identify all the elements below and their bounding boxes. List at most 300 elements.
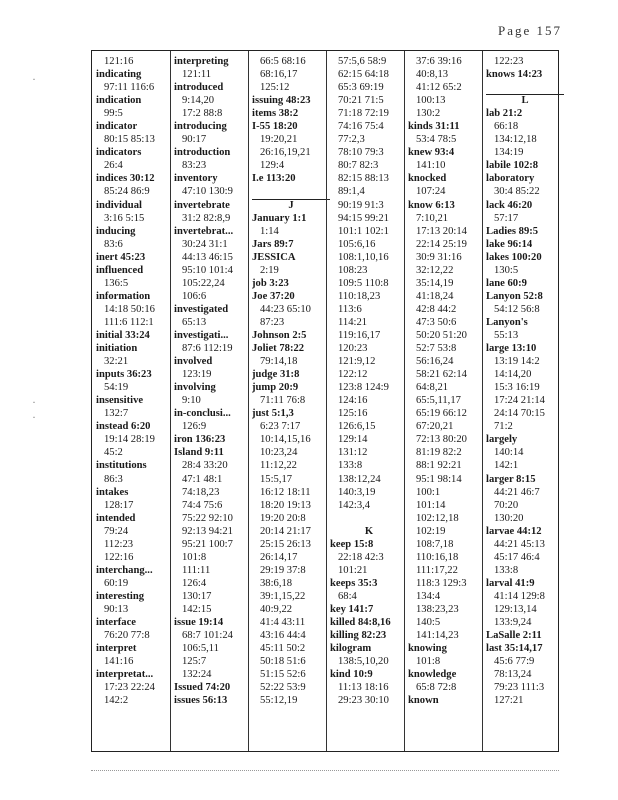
index-term: lack 46:20	[486, 199, 533, 211]
index-reference: 26:14,17	[260, 551, 298, 563]
index-reference: 44:21 45:13	[494, 538, 545, 550]
index-reference: 106:6	[182, 290, 207, 302]
index-reference: 65:19 66:12	[416, 408, 467, 420]
index-term: intended	[96, 512, 136, 524]
margin-mark: ·	[32, 72, 36, 86]
index-reference: 41:14 129:8	[494, 590, 545, 602]
index-reference: 55:13	[494, 329, 519, 341]
index-reference: 95:1 98:14	[416, 473, 462, 485]
index-reference: 108:7,18	[416, 538, 454, 550]
index-term: information	[96, 290, 151, 302]
index-reference: 66:18	[494, 121, 519, 133]
index-reference: 55:12,19	[260, 695, 298, 707]
index-reference: 112:23	[104, 538, 134, 550]
index-column-3	[252, 55, 330, 747]
column-divider	[482, 51, 483, 751]
index-reference: 65:8 72:8	[416, 682, 457, 694]
index-reference: 79:14,18	[260, 356, 298, 368]
index-reference: 43:16 44:4	[260, 630, 306, 642]
index-reference: 123:8 124:9	[338, 382, 389, 394]
index-reference: 14:14,20	[494, 369, 532, 381]
index-reference: 47:10 130:9	[182, 186, 233, 198]
index-reference: 101:14	[416, 499, 446, 511]
index-term: items 38:2	[252, 108, 299, 120]
index-reference: 97:11 116:6	[104, 82, 155, 94]
index-reference: 101:21	[338, 564, 368, 576]
index-term: indices 30:12	[96, 173, 155, 185]
index-reference: 92:13 94:21	[182, 525, 233, 537]
index-reference: 110:18,23	[338, 290, 381, 302]
index-reference: 142:2	[104, 695, 129, 707]
index-column-6	[486, 55, 564, 747]
index-column-2	[174, 55, 252, 747]
index-reference: 126:6,15	[338, 421, 376, 433]
index-reference: 140:14	[494, 447, 524, 459]
index-term: Jars 89:7	[252, 238, 294, 250]
index-reference: 53:4 78:5	[416, 134, 457, 146]
index-term: interesting	[96, 590, 145, 602]
index-reference: 70:20	[494, 499, 519, 511]
index-reference: 78:10 79:3	[338, 147, 384, 159]
index-term: keeps 35:3	[330, 577, 378, 589]
index-reference: 122:12	[338, 369, 368, 381]
index-reference: 86:3	[104, 473, 123, 485]
index-term: larvae 44:12	[486, 525, 542, 537]
index-reference: 11:13 18:16	[338, 682, 389, 694]
index-reference: 90:13	[104, 603, 129, 615]
index-reference: 95:10 101:4	[182, 264, 233, 276]
index-term: issues 56:13	[174, 695, 228, 707]
index-reference: 107:24	[416, 186, 446, 198]
index-reference: 19:14 28:19	[104, 434, 155, 446]
index-term: lane 60:9	[486, 277, 527, 289]
index-term: indicator	[96, 121, 138, 133]
index-term: interpretat...	[96, 669, 154, 681]
index-reference: 85:24 86:9	[104, 186, 150, 198]
index-term: Lanyon 52:8	[486, 290, 543, 302]
index-reference: 125:16	[338, 408, 368, 420]
index-reference: 31:2 82:8,9	[182, 212, 231, 224]
index-reference: 124:16	[338, 395, 368, 407]
index-reference: 41:18,24	[416, 290, 454, 302]
index-reference: 50:20 51:20	[416, 329, 467, 341]
index-reference: 65:3 69:19	[338, 82, 384, 94]
index-reference: 68:7 101:24	[182, 630, 233, 642]
index-term: issue 19:14	[174, 617, 224, 629]
index-reference: 41:4 43:11	[260, 617, 306, 629]
index-reference: 45:6 77:9	[494, 656, 535, 668]
index-reference: 56:16,24	[416, 356, 454, 368]
index-reference: 44:13 46:15	[182, 251, 233, 263]
index-reference: 9:10	[182, 395, 201, 407]
index-reference: 62:15 64:18	[338, 69, 389, 81]
index-reference: 2:19	[260, 264, 279, 276]
index-term: killed 84:8,16	[330, 617, 391, 629]
index-term: interchang...	[96, 564, 153, 576]
index-reference: 142:15	[182, 603, 212, 615]
index-reference: 26:16,19,21	[260, 147, 311, 159]
index-reference: 20:14 21:17	[260, 525, 311, 537]
index-reference: 26:4	[104, 160, 123, 172]
index-term: Joe 37:20	[252, 290, 295, 302]
index-term: introduced	[174, 82, 224, 94]
index-reference: 32:12,22	[416, 264, 454, 276]
index-reference: 42:8 44:2	[416, 303, 457, 315]
index-reference: 82:15 88:13	[338, 173, 389, 185]
index-reference: 81:19 82:2	[416, 447, 462, 459]
index-reference: 119:16,17	[338, 329, 381, 341]
index-reference: 108:1,10,16	[338, 251, 389, 263]
index-reference: 111:17,22	[416, 564, 458, 576]
index-reference: 66:5 68:16	[260, 56, 306, 67]
index-term: Island 9:11	[174, 447, 224, 459]
index-reference: 32:21	[104, 356, 129, 368]
index-reference: 9:14,20	[182, 95, 215, 107]
index-reference: 125:7	[182, 656, 207, 668]
index-term: job 3:23	[252, 277, 289, 289]
index-reference: 126:9	[182, 421, 207, 433]
index-term: in-conclusi...	[174, 408, 231, 420]
index-reference: 19:20 20:8	[260, 512, 306, 524]
index-term: jump 20:9	[252, 382, 299, 394]
index-reference: 58:21 62:14	[416, 369, 467, 381]
index-term: insensitive	[96, 395, 144, 407]
index-reference: 130:5	[494, 264, 519, 276]
index-reference: 120:23	[338, 343, 368, 355]
column-divider	[248, 51, 249, 751]
index-term: knowing	[408, 643, 447, 655]
section-rule	[252, 185, 330, 199]
index-reference: 136:5	[104, 277, 129, 289]
index-reference: 75:22 92:10	[182, 512, 233, 524]
index-reference: 129:14	[338, 434, 368, 446]
index-reference: 87:23	[260, 316, 285, 328]
index-term: Johnson 2:5	[252, 329, 307, 341]
index-term: knocked	[408, 173, 447, 185]
index-reference: 100:13	[416, 95, 446, 107]
index-reference: 128:17	[104, 499, 134, 511]
section-rule	[486, 81, 564, 95]
index-reference: 138:5,10,20	[338, 656, 389, 668]
index-reference: 130:2	[416, 108, 441, 120]
index-term: judge 31:8	[252, 369, 300, 381]
index-reference: 129:13,14	[494, 603, 537, 615]
index-reference: 106:5,11	[182, 643, 219, 655]
index-reference: 37:6 39:16	[416, 56, 462, 67]
index-reference: 3:16 5:15	[104, 212, 145, 224]
index-reference: 122:16	[104, 551, 134, 563]
index-reference: 68:4	[338, 590, 357, 602]
index-reference: 101:8	[416, 656, 441, 668]
index-reference: 18:20 19:13	[260, 499, 311, 511]
index-term: large 13:10	[486, 343, 537, 355]
index-reference: 141:10	[416, 160, 446, 172]
index-reference: 72:13 80:20	[416, 434, 467, 446]
index-reference: 50:18 51:6	[260, 656, 306, 668]
index-reference: 19:20,21	[260, 134, 298, 146]
index-reference: 13:19 14:2	[494, 356, 540, 368]
index-reference: 15:3 16:19	[494, 382, 540, 394]
index-reference: 17:23 22:24	[104, 682, 155, 694]
index-reference: 142:1	[494, 460, 519, 472]
index-term: indication	[96, 95, 142, 107]
index-reference: 87:6 112:19	[182, 343, 233, 355]
index-reference: 77:2,3	[338, 134, 365, 146]
page-number: Page 157	[497, 23, 562, 38]
index-column-4	[330, 55, 408, 747]
index-term: inducing	[96, 225, 136, 237]
index-term: indicators	[96, 147, 142, 159]
index-term: knew 93:4	[408, 147, 455, 159]
index-term: January 1:1	[252, 212, 307, 224]
index-term: know 6:13	[408, 199, 455, 211]
index-reference: 10:23,24	[260, 447, 298, 459]
index-reference: 6:23 7:17	[260, 421, 301, 433]
index-reference: 89:1,4	[338, 186, 365, 198]
index-reference: 109:5 110:8	[338, 277, 389, 289]
index-reference: 45:2	[104, 447, 123, 459]
index-reference: 123:19	[182, 369, 212, 381]
index-term: lab 21:2	[486, 108, 523, 120]
index-reference: 65:5,11,17	[416, 395, 461, 407]
index-reference: 74:16 75:4	[338, 121, 384, 133]
index-term: kinds 31:11	[408, 121, 460, 133]
index-reference: 121:11	[182, 69, 212, 81]
index-reference: 134:12,18	[494, 134, 537, 146]
index-reference: 44:21 46:7	[494, 486, 540, 498]
index-reference: 24:14 70:15	[494, 408, 545, 420]
margin-mark: ·	[32, 395, 36, 409]
index-term: initiation	[96, 343, 138, 355]
index-term: indicating	[96, 69, 142, 81]
index-reference: 99:5	[104, 108, 123, 120]
index-reference: 41:12 65:2	[416, 82, 462, 94]
index-reference: 54:19	[104, 382, 129, 394]
index-reference: 57:17	[494, 212, 519, 224]
index-reference: 16:12 18:11	[260, 486, 311, 498]
index-reference: 140:5	[416, 617, 441, 629]
index-term: institutions	[96, 460, 147, 472]
index-reference: 29:19 37:8	[260, 564, 306, 576]
index-term: kind 10:9	[330, 669, 373, 681]
index-reference: 44:23 65:10	[260, 303, 311, 315]
index-term: issuing 48:23	[252, 95, 311, 107]
index-reference: 105:6,16	[338, 238, 376, 250]
index-reference: 70:21 71:5	[338, 95, 384, 107]
index-reference: 39:1,15,22	[260, 590, 306, 602]
index-reference: 80:15 85:13	[104, 134, 155, 146]
index-reference: 79:24	[104, 525, 129, 537]
index-reference: 40:8,13	[416, 69, 449, 81]
index-reference: 80:7 82:3	[338, 160, 379, 172]
index-reference: 111:11	[182, 564, 211, 576]
index-term: key 141:7	[330, 603, 374, 615]
column-divider	[404, 51, 405, 751]
index-reference: 110:16,18	[416, 551, 459, 563]
index-term: individual	[96, 199, 142, 211]
index-reference: 67:20,21	[416, 421, 454, 433]
index-reference: 17:2 88:8	[182, 108, 223, 120]
index-reference: 138:12,24	[338, 473, 381, 485]
index-reference: 7:10,21	[416, 212, 449, 224]
letter-heading: J	[288, 199, 294, 211]
index-reference: 111:6 112:1	[104, 316, 154, 328]
index-reference: 29:23 30:10	[338, 695, 389, 707]
index-reference: 52:22 53:9	[260, 682, 306, 694]
index-reference: 28:4 33:20	[182, 460, 228, 472]
index-term: larger 8:15	[486, 473, 536, 485]
index-reference: 78:13,24	[494, 669, 532, 681]
index-term: interpret	[96, 643, 137, 655]
index-term: JESSICA	[252, 251, 296, 263]
index-term: largely	[486, 434, 518, 446]
index-term: intakes	[96, 486, 129, 498]
index-reference: 126:4	[182, 577, 207, 589]
index-page-frame	[91, 50, 559, 752]
index-reference: 101:8	[182, 551, 207, 563]
index-reference: 141:14,23	[416, 630, 459, 642]
index-term: Issued 74:20	[174, 682, 231, 694]
index-reference: 15:5,17	[260, 473, 293, 485]
index-reference: 133:8	[338, 460, 363, 472]
margin-mark: ·	[32, 410, 36, 424]
index-term: instead 6:20	[96, 421, 151, 433]
index-term: iron 136:23	[174, 434, 226, 446]
index-reference: 71:18 72:19	[338, 108, 389, 120]
index-reference: 131:12	[338, 447, 368, 459]
index-term: just 5:1,3	[252, 408, 294, 420]
index-reference: 60:19	[104, 577, 129, 589]
index-reference: 132:7	[104, 408, 129, 420]
index-reference: 132:24	[182, 669, 212, 681]
index-reference: 130:20	[494, 512, 524, 524]
index-reference: 105:22,24	[182, 277, 225, 289]
index-reference: 25:15 26:13	[260, 538, 311, 550]
index-reference: 141:16	[104, 656, 134, 668]
index-reference: 35:14,19	[416, 277, 454, 289]
index-term: knows 14:23	[486, 69, 543, 81]
index-term: knowledge	[408, 669, 457, 681]
index-reference: 121:9,12	[338, 356, 376, 368]
index-term: inputs 36:23	[96, 369, 152, 381]
index-term: I.e 113:20	[252, 173, 296, 185]
index-reference: 22:14 25:19	[416, 238, 467, 250]
index-reference: 138:23,23	[416, 603, 459, 615]
index-term: invertebrat...	[174, 225, 234, 237]
index-term: influenced	[96, 264, 144, 276]
index-reference: 71:2	[494, 421, 513, 433]
index-term: interpreting	[174, 56, 229, 67]
index-reference: 127:21	[494, 695, 524, 707]
index-reference: 122:23	[494, 56, 524, 67]
index-term: introducing	[174, 121, 227, 133]
index-term: involved	[174, 356, 213, 368]
index-reference: 113:6	[338, 303, 362, 315]
index-reference: 94:15 99:21	[338, 212, 389, 224]
index-reference: 40:9,22	[260, 603, 293, 615]
index-term: interface	[96, 617, 136, 629]
index-term: last 35:14,17	[486, 643, 543, 655]
index-term: keep 15:8	[330, 538, 374, 550]
index-reference: 14:18 50:16	[104, 303, 155, 315]
index-reference: 133:8	[494, 564, 519, 576]
index-reference: 134:19	[494, 147, 524, 159]
letter-heading: L	[521, 95, 529, 107]
index-term: lakes 100:20	[486, 251, 542, 263]
index-reference: 130:17	[182, 590, 212, 602]
index-term: Ladies 89:5	[486, 225, 539, 237]
index-reference: 30:9 31:16	[416, 251, 462, 263]
index-reference: 30:24 31:1	[182, 238, 228, 250]
index-term: initial 33:24	[96, 329, 150, 341]
index-reference: 134:4	[416, 590, 441, 602]
index-term: kilogram	[330, 643, 372, 655]
index-term: investigati...	[174, 329, 229, 341]
index-term: killing 82:23	[330, 630, 387, 642]
index-reference: 79:23 111:3	[494, 682, 545, 694]
index-term: known	[408, 695, 439, 707]
index-term: LaSalle 2:11	[486, 630, 542, 642]
index-reference: 1:14	[260, 225, 279, 237]
index-reference: 118:3 129:3	[416, 577, 467, 589]
index-reference: 45:11 50:2	[260, 643, 306, 655]
index-term: I-55 18:20	[252, 121, 298, 133]
index-reference: 102:19	[416, 525, 446, 537]
index-reference: 125:12	[260, 82, 290, 94]
letter-heading: K	[364, 525, 374, 537]
index-reference: 17:24 21:14	[494, 395, 545, 407]
index-column-5	[408, 55, 486, 747]
index-reference: 74:4 75:6	[182, 499, 223, 511]
index-reference: 102:12,18	[416, 512, 459, 524]
index-term: Joliet 78:22	[252, 343, 305, 355]
index-reference: 45:17 46:4	[494, 551, 540, 563]
index-reference: 52:7 53:8	[416, 343, 457, 355]
index-reference: 65:13	[182, 316, 207, 328]
index-term: inert 45:23	[96, 251, 146, 263]
spacer	[330, 512, 408, 525]
index-reference: 74:18,23	[182, 486, 220, 498]
index-reference: 51:15 52:6	[260, 669, 306, 681]
index-reference: 100:1	[416, 486, 441, 498]
index-term: inventory	[174, 173, 218, 185]
index-reference: 88:1 92:21	[416, 460, 462, 472]
column-divider	[170, 51, 171, 751]
index-reference: 54:12 56:8	[494, 303, 540, 315]
index-reference: 71:11 76:8	[260, 395, 306, 407]
index-reference: 17:13 20:14	[416, 225, 467, 237]
index-term: labile 102:8	[486, 160, 539, 172]
index-reference: 90:19 91:3	[338, 199, 384, 211]
index-reference: 108:23	[338, 264, 368, 276]
index-reference: 47:1 48:1	[182, 473, 223, 485]
index-reference: 142:3,4	[338, 499, 371, 511]
index-term: larval 41:9	[486, 577, 535, 589]
index-reference: 83:6	[104, 238, 123, 250]
index-reference: 38:6,18	[260, 577, 293, 589]
index-term: Lanyon's	[486, 316, 528, 328]
index-reference: 95:21 100:7	[182, 538, 233, 550]
index-reference: 133:9,24	[494, 617, 532, 629]
index-reference: 47:3 50:6	[416, 316, 457, 328]
index-reference: 121:16	[104, 56, 134, 67]
index-term: invertebrate	[174, 199, 230, 211]
index-term: laboratory	[486, 173, 535, 185]
index-reference: 140:3,19	[338, 486, 376, 498]
index-reference: 10:14,15,16	[260, 434, 311, 446]
index-term: investigated	[174, 303, 229, 315]
index-reference: 30:4 85:22	[494, 186, 540, 198]
